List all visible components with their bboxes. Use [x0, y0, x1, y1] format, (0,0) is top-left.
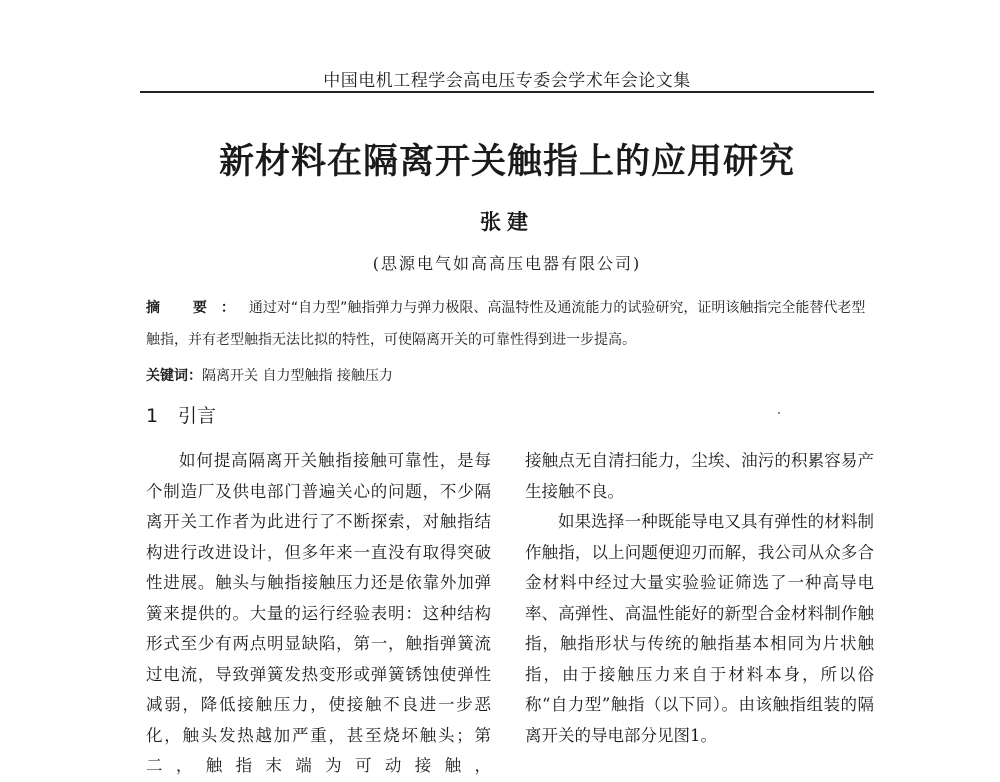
- running-header: 中国电机工程学会高电压专委会学术年会论文集: [323, 71, 691, 91]
- paper-author: 张建: [480, 209, 534, 234]
- paper-title: 新材料在隔离开关触指上的应用研究: [218, 142, 795, 182]
- section-heading: [146, 401, 216, 428]
- section-title: 引言: [178, 405, 217, 427]
- header-rule: [140, 91, 874, 93]
- body-left-column: [146, 446, 491, 782]
- abstract-label: 摘 要：: [146, 300, 249, 316]
- keywords-text: 隔离开关 自力型触指 接触压力: [202, 368, 393, 384]
- paper-affiliation: (思源电气如高高压电器有限公司): [372, 254, 642, 273]
- body-right-column: [525, 446, 874, 751]
- body-paragraph: 接触点无自清扫能力，尘埃、油污的积累容易产生接触不良。: [525, 451, 874, 501]
- body-paragraph: 如何提高隔离开关触指接触可靠性，是每个制造厂及供电部门普遍关心的问题，不少隔离开关工作者为此进行了不断探索，对触指结构进行改进设计，但多年来一直没有取得突破性进展。触头与触指接触压力还是依靠外加弹簧来提供的。大量的运行经验表明：这种结构形式至少有两点明显缺陷，第一，触指弹簧流过电流，导致弹簧发热变形或弹簧锈蚀使弹性减弱，降低接触压力，使接触不良进一步恶化，触头发热越加严重，甚至烧坏触头；第二，触指末端为可动接触，: [146, 451, 491, 775]
- keywords-label: 关键词：: [146, 368, 202, 384]
- keywords: [146, 365, 874, 387]
- abstract: [146, 292, 874, 356]
- section-number: 1: [146, 405, 159, 427]
- abstract-text: 通过对“自力型”触指弹力与弹力极限、高温特性及通流能力的试验研究，证明该触指完全能替代老型触指，并有老型触指无法比拟的特性，可使隔离开关的可靠性得到进一步提高。: [146, 300, 866, 348]
- body-paragraph: 如果选择一种既能导电又具有弹性的材料制作触指，以上问题便迎刃而解，我公司从众多合金材料中经过大量实验验证筛选了一种高导电率、高弹性、高温性能好的新型合金材料制作触指，触指形状与传统的触指基本相同为片状触指，由于接触压力来自于材料本身，所以俗称“自力型”触指（以下同）。由该触指组装的隔离开关的导电部分见图1。: [525, 512, 874, 745]
- scan-speck: [778, 412, 780, 414]
